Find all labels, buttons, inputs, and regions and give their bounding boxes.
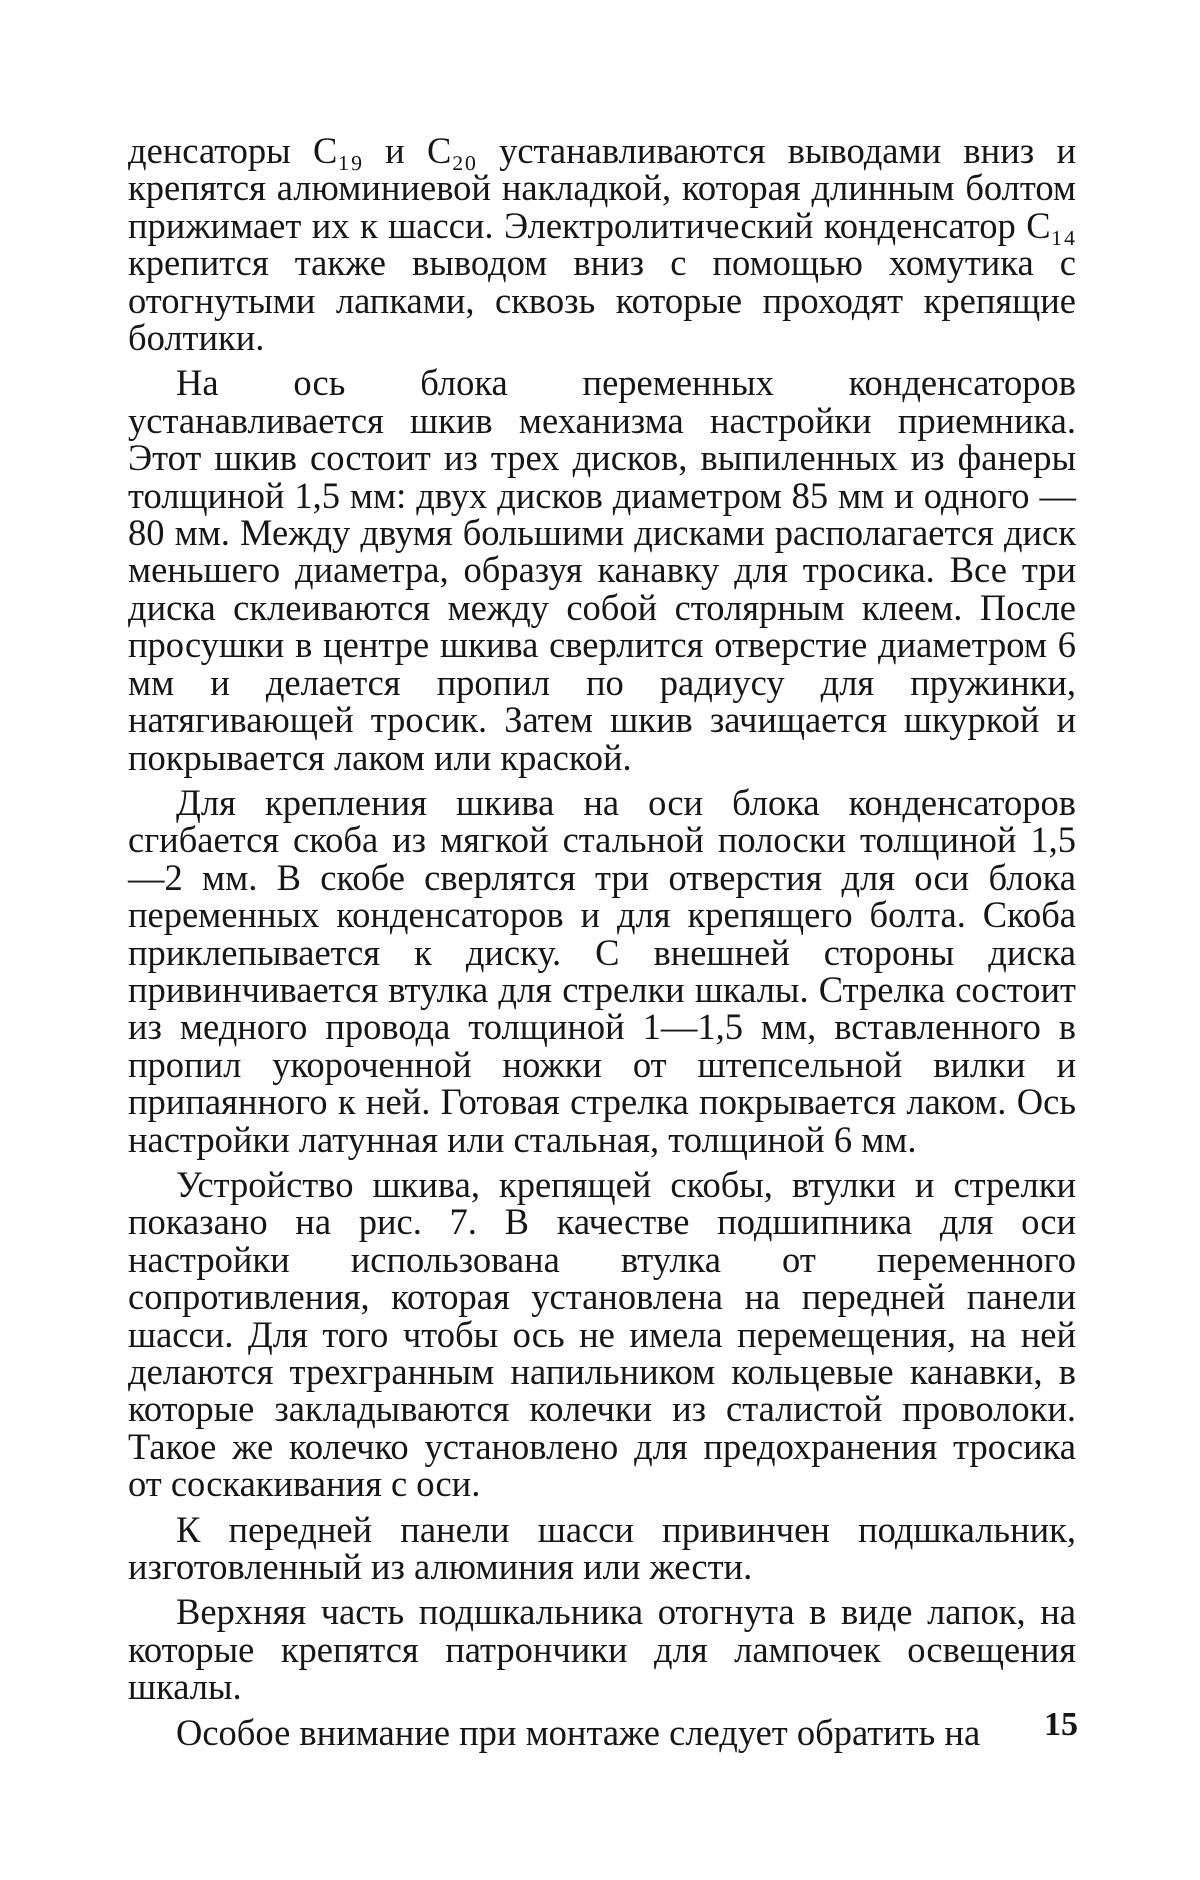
paragraph-3: Для крепления шкива на оси блока конденсаторов сгибается скоба из мягкой стальной полоски толщиной 1,5—2 мм. В скобе сверлятся три отверстия для оси блока переменных конденсаторов и для крепящего болта. Скоба приклепывается к диску. С внешней стороны диска привинчивается втулка для стрелки шкалы. Стрелка состоит из медного провода толщиной 1—1,5 мм, вставленного в пропил укороченной ножки от штепсельной вилки и припаянного к ней. Готовая стрелка покрывается лаком. Ось настройки латунная или стальная, толщиной 6 мм. bbox=[128, 781, 1076, 1160]
paragraph-2: На ось блока переменных конденсаторов устанавливается шкив механизма настройки приемника. Этот шкив состоит из трех дисков, выпиленных из фанеры толщиной 1,5 мм: двух дисков диаметром 85 мм и одного — 80 мм. Между двумя большими дисками располагается диск меньшего диаметра, образуя канавку для тросика. Все три диска склеиваются между собой столярным клеем. После просушки в центре шкива сверлится отверстие диаметром 6 мм и делается пропил по радиусу для пружинки, натягивающей тросик. Затем шкив зачищается шкуркой и покрывается лаком или краской. bbox=[128, 362, 1076, 778]
page-number: 15 bbox=[1044, 1706, 1078, 1743]
paragraph-5: К передней панели шасси привинчен подшкальник, изготовленный из алюминия или жести. bbox=[128, 1508, 1076, 1588]
paragraph-6: Верхняя часть подшкальника отогнута в виде лапок, на которые крепятся патрончики для лампочек освещения шкалы. bbox=[128, 1591, 1076, 1708]
paragraph-1: денсаторы C₁₉ и C₂₀ устанавливаются выводами вниз и крепятся алюминиевой накладкой, которая длинным болтом прижимает их к шасси. Электролитический конденсатор C₁₄ крепится также выводом вниз с помощью хомутика с отогнутыми лапками, сквозь которые проходят крепящие болтики. bbox=[128, 130, 1076, 359]
paragraph-7: Особое внимание при монтаже следует обратить на bbox=[176, 1711, 981, 1753]
paragraph-4: Устройство шкива, крепящей скобы, втулки и стрелки показано на рис. 7. В качестве подшипника для оси настройки использована втулка от переменного сопротивления, которая установлена на передней панели шасси. Для того чтобы ось не имела перемещения, на ней делаются трехгранным напильником кольцевые канавки, в которые закладываются колечки из сталистой проволоки. Такое же колечко установлено для предохранения тросика от соскакивания с оси. bbox=[128, 1163, 1076, 1505]
page-body bbox=[128, 132, 1076, 1759]
